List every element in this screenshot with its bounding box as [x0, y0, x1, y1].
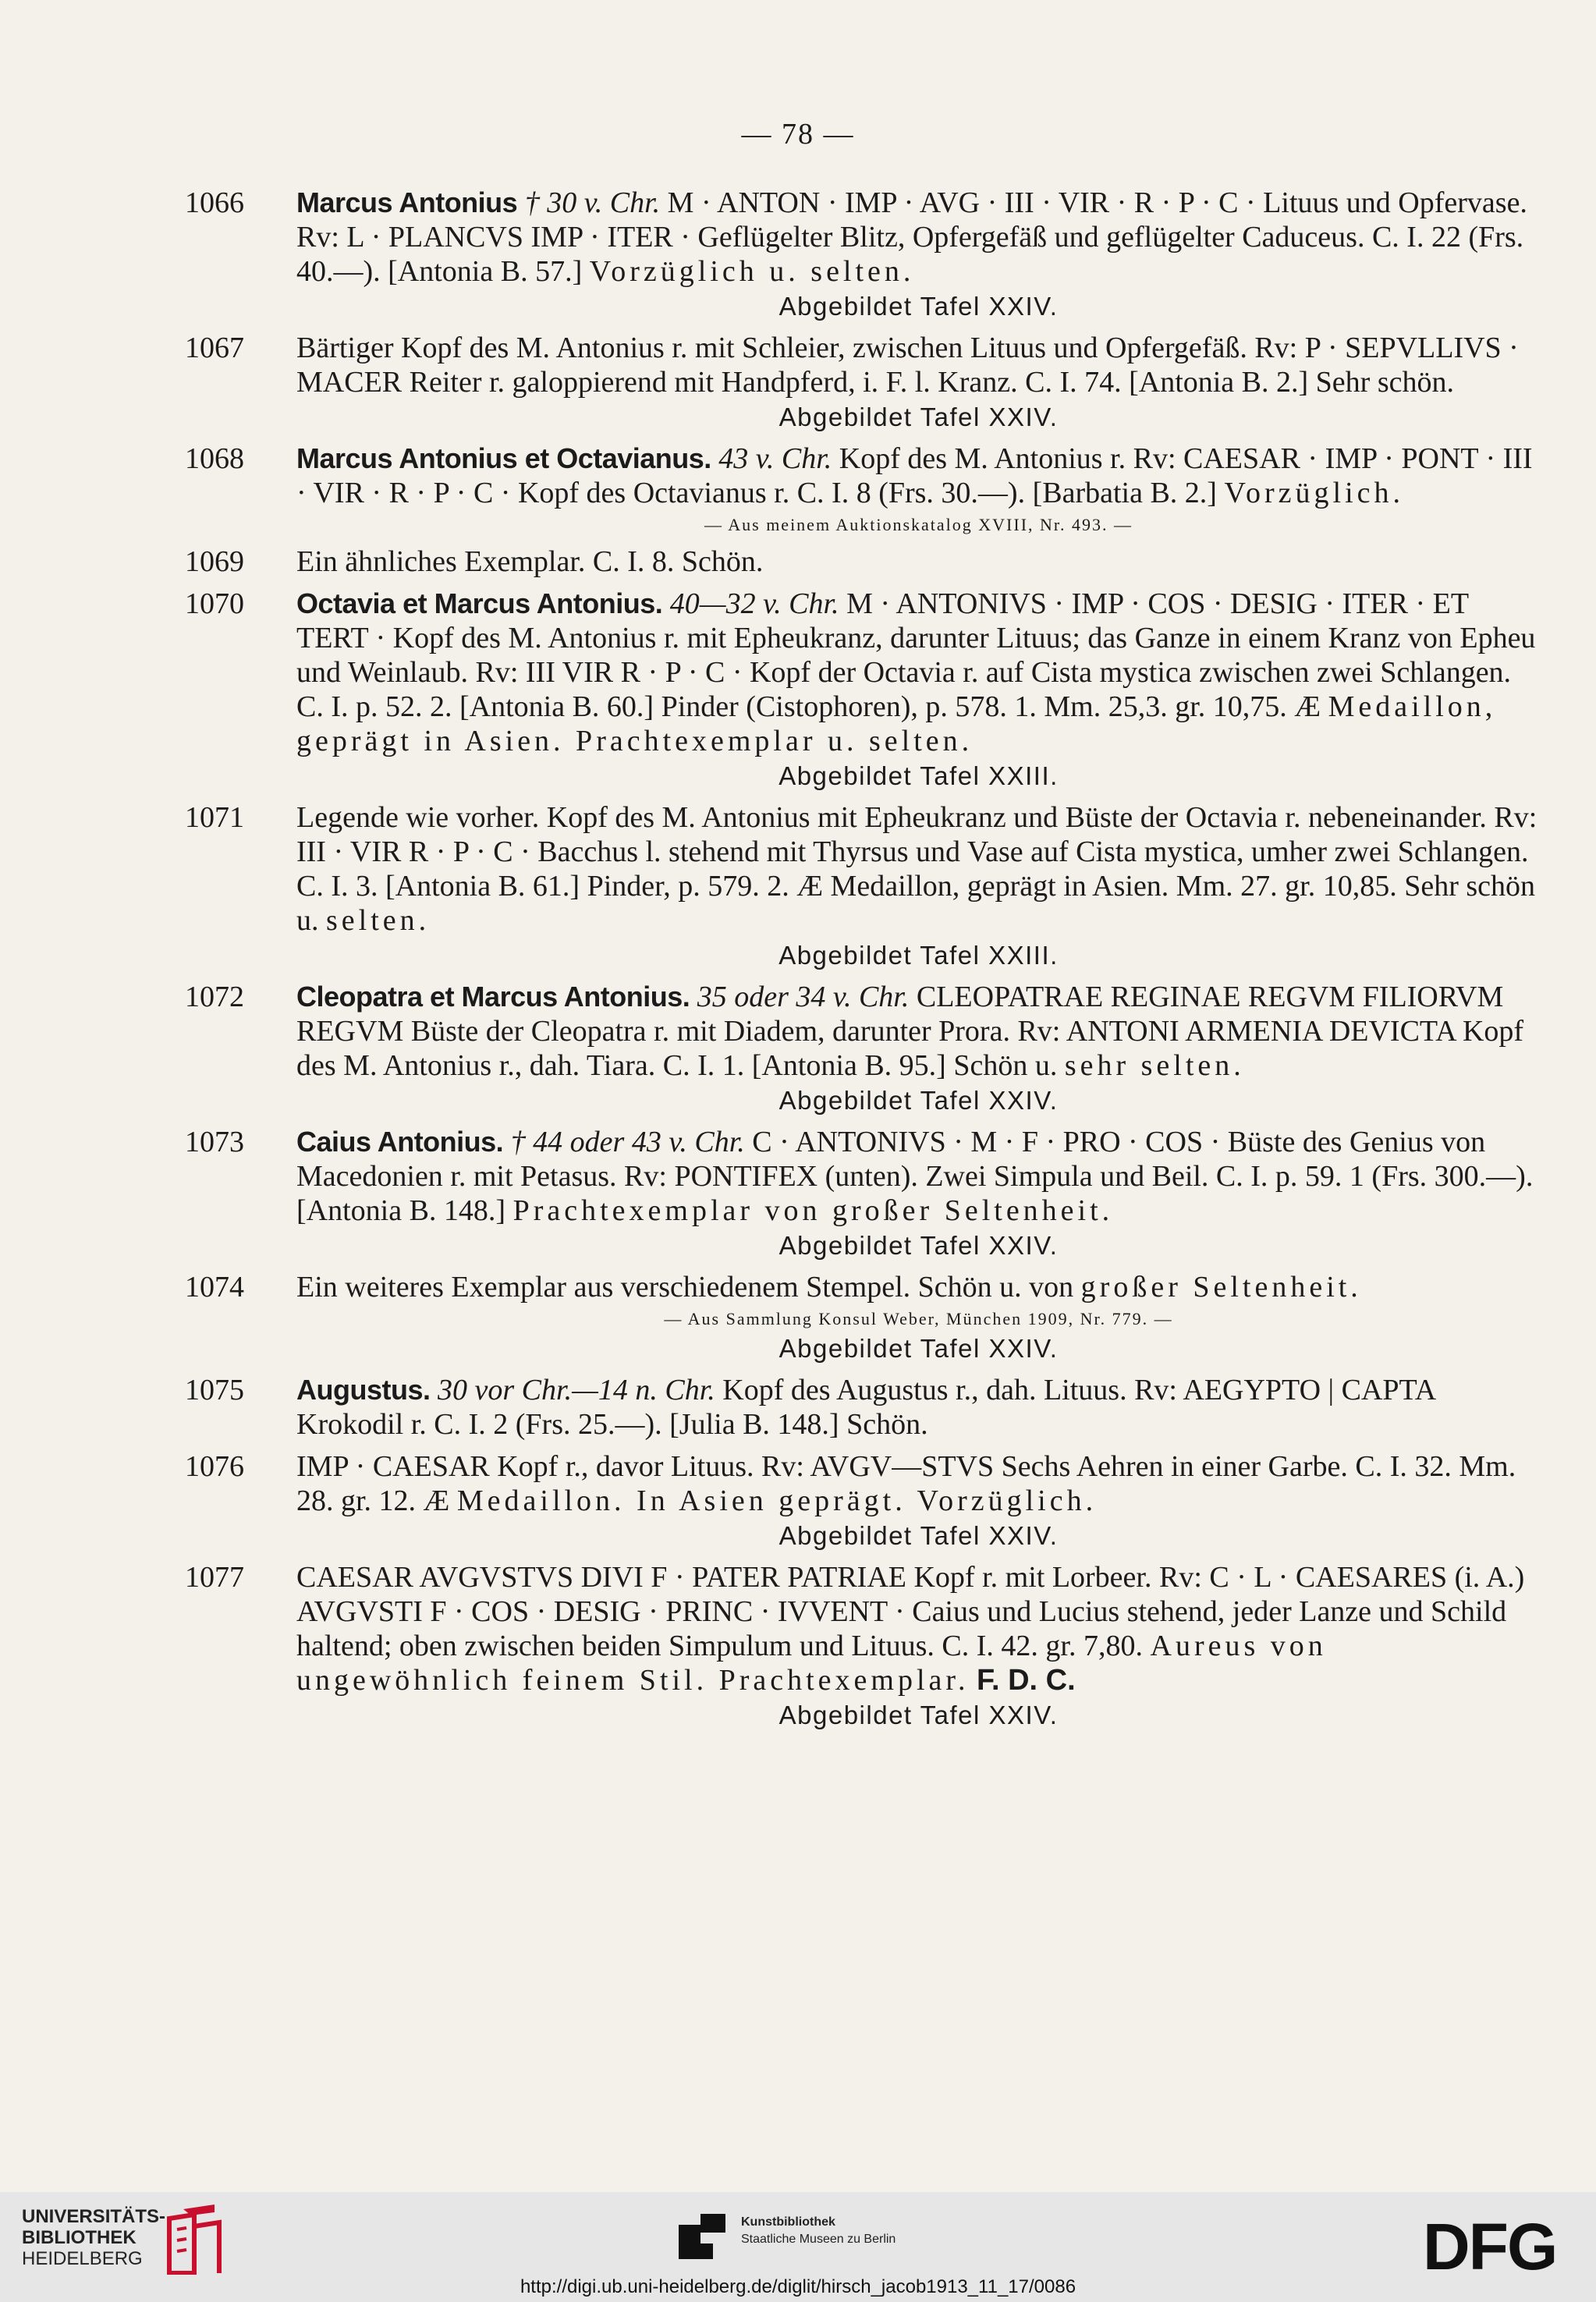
entry-text: Ein ähnliches Exemplar. C. I. 8. Schön. — [296, 545, 764, 578]
entry-dates: 40—32 v. Chr. — [669, 587, 839, 620]
entry-number: 1069 — [185, 545, 244, 578]
plate-reference: Abgebildet Tafel XXIV. — [778, 292, 1059, 321]
plate-reference: Abgebildet Tafel XXIII. — [778, 941, 1059, 970]
entry-number: 1076 — [185, 1450, 244, 1483]
plate-reference: Abgebildet Tafel XXIV. — [778, 1086, 1059, 1115]
entry-text: CAESAR AVGVSTVS DIVI F · PATER PATRIAE Kopf r. mit Lorbeer. Rv: C · L · CAESARES (i. A.) AVGVSTI F · COS · DESIG · PRINC · IVVENT · Caius und Lucius stehend, jeder Lanze und Schild haltend; oben zwischen beiden Simpulum und Lituus. C. I. 42. gr. 7,80. — [296, 1561, 1525, 1662]
entry-text: M · ANTON · IMP · AVG · III · VIR · R · P · C · Lituus und Opfervase. Rv: L · PLANCVS IMP · ITER · Geflügelter Blitz, Opfergefäß und geflügelter Caduceus. C. I. 22 (Frs. 40.—). [Antonia B. 57.] — [296, 186, 1527, 288]
entry-text: Ein weiteres Exemplar aus verschiedenem Stempel. Schön u. von — [296, 1271, 1074, 1304]
entry-dates: 43 v. Chr. — [718, 442, 832, 475]
catalog-entry — [185, 800, 1541, 972]
entry-number: 1071 — [185, 801, 244, 834]
provenance-note: — Aus Sammlung Konsul Weber, München 1909, Nr. 779. — — [664, 1309, 1173, 1328]
entry-grade: selten. — [326, 904, 431, 937]
entry-text: Kopf des M. Antonius r. Rv: CAESAR · IMP · PONT · III · VIR · R · P · C · Kopf des Octavianus r. C. I. 8 (Frs. 30.—). [Barbatia B. 2.] — [296, 442, 1533, 509]
kunstbibliothek-label[interactable] — [741, 2214, 896, 2248]
catalog-entry — [185, 1125, 1541, 1262]
entry-number: 1070 — [185, 587, 244, 620]
entry-heading: Octavia et Marcus Antonius. — [296, 587, 663, 619]
ub-logo-line: UNIVERSITÄTS- — [22, 2206, 166, 2227]
entry-text: C · ANTONIVS · M · F · PRO · COS · Büste des Genius von Macedonien r. mit Petasus. Rv: PONTIFEX (unten). Zwei Simpula und Beil. C. I. p. 59. 1 (Frs. 300.—). [Antonia B. 148.] — [296, 1126, 1534, 1227]
catalog-entry — [185, 544, 1541, 579]
catalog-entry — [185, 1449, 1541, 1552]
entry-grade: großer Seltenheit. — [1080, 1271, 1362, 1304]
plate-reference: Abgebildet Tafel XXIV. — [778, 1334, 1059, 1363]
ub-heidelberg-mark-icon — [160, 2203, 225, 2275]
catalog-entry — [185, 331, 1541, 434]
catalog-entry — [185, 1270, 1541, 1365]
entry-fdc: F. D. C. — [976, 1664, 1076, 1697]
plate-reference: Abgebildet Tafel XXIV. — [778, 1231, 1059, 1260]
catalog-entries — [185, 178, 1541, 1732]
entry-grade: Aureus von ungewöhnlich feinem Stil. Prachtexemplar. — [296, 1630, 1327, 1697]
plate-reference: Abgebildet Tafel XXIII. — [778, 761, 1059, 790]
catalog-entry — [185, 980, 1541, 1117]
kunstbibliothek-name: Kunstbibliothek — [741, 2215, 835, 2229]
catalog-entry — [185, 587, 1541, 793]
entry-number: 1066 — [185, 186, 244, 219]
entry-grade: Medaillon, geprägt in Asien. Prachtexemplar u. selten. — [296, 690, 1497, 757]
entry-grade: Vorzüglich. — [1224, 477, 1404, 509]
entry-text: IMP · CAESAR Kopf r., davor Lituus. Rv: AVGV—STVS Sechs Aehren in einer Garbe. C. I. 32. Mm. 28. gr. 12. Æ — [296, 1450, 1516, 1517]
page-number: — 78 — — [741, 118, 855, 151]
plate-reference: Abgebildet Tafel XXIV. — [778, 403, 1059, 431]
entry-grade: Prachtexemplar von großer Seltenheit. — [512, 1194, 1114, 1227]
entry-heading: Augustus. — [296, 1374, 431, 1406]
entry-text: Kopf des Augustus r., dah. Lituus. Rv: AEGYPTO | CAPTA Krokodil r. C. I. 2 (Frs. 25.—). [Julia B. 148.] Schön. — [296, 1374, 1435, 1441]
entry-dates: † 44 oder 43 v. Chr. — [510, 1126, 745, 1158]
plate-reference: Abgebildet Tafel XXIV. — [778, 1701, 1059, 1729]
entry-text: Bärtiger Kopf des M. Antonius r. mit Schleier, zwischen Lituus und Opfergefäß. Rv: P · SEPVLLIVS · MACER Reiter r. galoppierend mit Handpferd, i. F. l. Kranz. C. I. 74. [Antonia B. 2.] Sehr schön. — [296, 332, 1519, 399]
entry-number: 1067 — [185, 332, 244, 364]
catalog-entry — [185, 1560, 1541, 1732]
entry-heading: Caius Antonius. — [296, 1126, 504, 1158]
entry-grade: Vorzüglich u. selten. — [589, 255, 915, 288]
plate-reference: Abgebildet Tafel XXIV. — [778, 1521, 1059, 1550]
entry-grade: Medaillon. In Asien geprägt. Vorzüglich. — [456, 1484, 1098, 1517]
provenance-note: — Aus meinem Auktionskatalog XVIII, Nr. 493. — — [704, 515, 1133, 534]
entry-number: 1075 — [185, 1374, 244, 1406]
entry-text: CLEOPATRAE REGINAE REGVM FILIORVM REGVM Büste der Cleopatra r. mit Diadem, darunter Prora. Rv: ANTONI ARMENIA DEVICTA Kopf des M. Antonius r., dah. Tiara. C. I. 1. [Antonia B. 95.] Schön u. — [296, 981, 1524, 1082]
ub-logo-line: BIBLIOTHEK — [22, 2227, 137, 2248]
entry-text: Legende wie vorher. Kopf des M. Antonius mit Epheukranz und Büste der Octavia r. nebeneinander. Rv: III · VIR R · P · C · Bacchus l. stehend mit Thyrsus und Vase auf Cista mystica, umher zwei Schlangen. C. I. 3. [Antonia B. 61.] Pinder, p. 579. 2. Æ Medaillon, geprägt in Asien. Mm. 27. gr. 10,85. Sehr schön u. — [296, 801, 1537, 937]
entry-dates: † 30 v. Chr. — [524, 186, 661, 219]
entry-number: 1068 — [185, 442, 244, 475]
entry-heading: Cleopatra et Marcus Antonius. — [296, 981, 690, 1013]
ub-heidelberg-logo[interactable] — [22, 2206, 165, 2269]
dfg-logo[interactable]: DFG — [1423, 2210, 1557, 2283]
entry-text: M · ANTONIVS · IMP · COS · DESIG · ITER · ET TERT · Kopf des M. Antonius r. mit Epheukranz, darunter Lituus; das Ganze in einem Kranz von Epheu und Weinlaub. Rv: III VIR R · P · C · Kopf der Octavia r. auf Cista mystica zwischen zwei Schlangen. C. I. p. 52. 2. [Antonia B. 60.] Pinder (Cistophoren), p. 578. 1. Mm. 25,3. gr. 10,75. Æ — [296, 587, 1536, 723]
kunstbibliothek-logo-icon — [679, 2214, 725, 2259]
entry-number: 1077 — [185, 1561, 244, 1594]
catalog-entry — [185, 1373, 1541, 1442]
kunstbibliothek-subtitle: Staatliche Museen zu Berlin — [741, 2233, 896, 2246]
entry-heading: Marcus Antonius — [296, 186, 518, 218]
catalog-entry — [185, 186, 1541, 323]
entry-heading: Marcus Antonius et Octavianus. — [296, 442, 711, 474]
source-url-link[interactable]: http://digi.ub.uni-heidelberg.de/diglit/hirsch_jacob1913_11_17/0086 — [520, 2276, 1076, 2297]
entry-grade: sehr selten. — [1064, 1049, 1245, 1082]
entry-number: 1074 — [185, 1271, 244, 1304]
catalog-entry — [185, 442, 1541, 537]
ub-logo-line: HEIDELBERG — [22, 2248, 143, 2269]
entry-number: 1073 — [185, 1126, 244, 1158]
entry-dates: 35 oder 34 v. Chr. — [697, 981, 910, 1013]
entry-number: 1072 — [185, 981, 244, 1013]
entry-dates: 30 vor Chr.—14 n. Chr. — [438, 1374, 715, 1406]
